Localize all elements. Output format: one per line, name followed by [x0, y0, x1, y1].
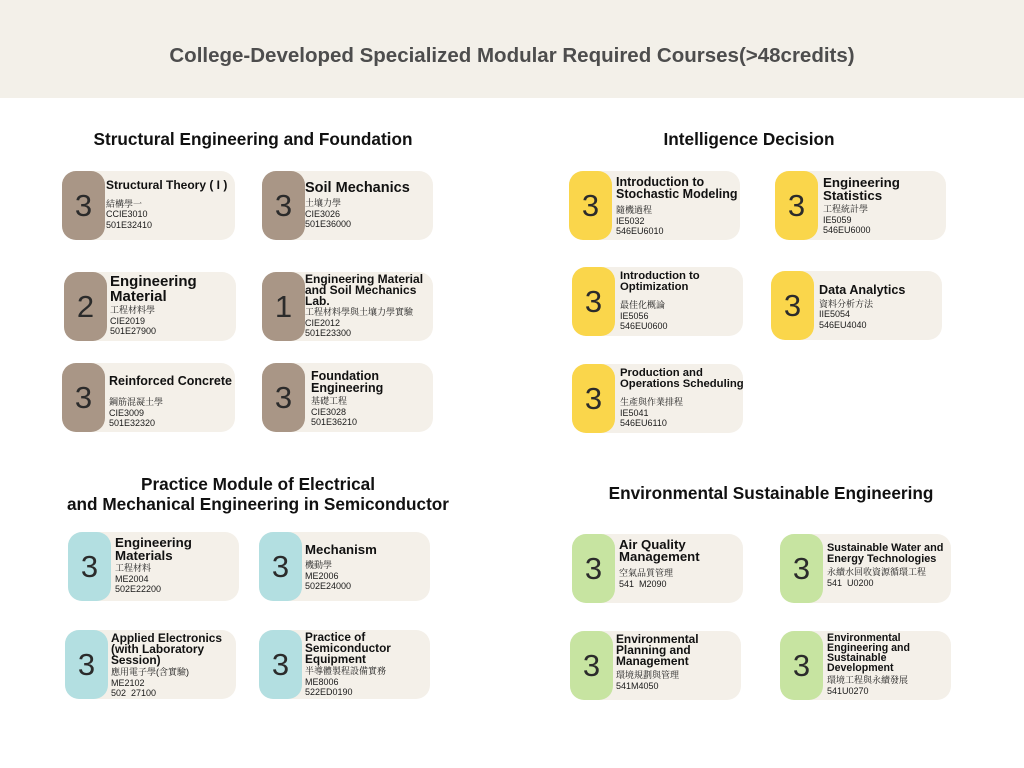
credits-value: 3 [274, 188, 293, 223]
course-title-line: Management [616, 654, 689, 668]
credits-value: 3 [792, 551, 811, 586]
credits-pill [780, 534, 823, 603]
module-title-line: Structural Engineering and Foundation [93, 129, 413, 149]
course-title-zh: 結構學一 [106, 198, 143, 209]
module-title [53, 129, 453, 149]
course-card [262, 171, 433, 240]
course-info [106, 171, 235, 240]
course-code: 502 27100 [111, 688, 157, 698]
course-title-line: Engineering [115, 535, 192, 550]
course-title-line: Practice of [305, 630, 366, 644]
course-info [827, 534, 951, 603]
course-title-line: Production and [620, 367, 703, 379]
page-title: College-Developed Specialized Modular Required Courses(>48credits) [169, 44, 855, 67]
module-title [571, 483, 971, 503]
course-title-line: Reinforced Concrete [109, 374, 232, 388]
course-code: CIE3026 [305, 208, 341, 219]
course-card [68, 532, 239, 601]
course-code: 501E32320 [109, 418, 156, 428]
credits-pill [259, 532, 302, 601]
credits-pill [572, 534, 615, 603]
course-title-line: Engineering Material [305, 272, 424, 286]
course-card [259, 630, 430, 699]
credits-pill [64, 272, 107, 341]
course-title-line: Session) [111, 653, 161, 667]
course-code: 501E32410 [106, 219, 153, 230]
credits-pill [771, 271, 814, 340]
course-card [64, 272, 236, 341]
credits-pill [780, 631, 823, 700]
course-info [110, 272, 236, 341]
course-code: 522ED0190 [305, 687, 353, 697]
course-info [111, 630, 236, 699]
course-title-zh: 半導體製程設備實務 [305, 666, 387, 676]
course-code: IIE5054 [819, 309, 851, 319]
course-title-zh: 永續水回收資源循環工程 [827, 567, 927, 577]
course-card [771, 271, 942, 340]
course-code: 541 M2090 [619, 578, 667, 589]
course-code: 502E24000 [305, 581, 352, 591]
course-code: CIE2019 [110, 315, 146, 326]
course-code: 541U0270 [827, 685, 869, 696]
course-title-line: Environmental [827, 632, 901, 644]
course-info [619, 534, 743, 603]
credits-value: 3 [271, 647, 290, 682]
course-info [109, 363, 235, 432]
course-code: ME8006 [305, 676, 339, 687]
course-title-zh: 隨機過程 [616, 205, 653, 215]
course-code: CCIE3010 [106, 209, 148, 219]
course-title-line: Statistics [823, 188, 883, 203]
credits-pill [572, 267, 615, 336]
course-title-line: Mechanism [305, 542, 377, 557]
course-title-line: Material [110, 288, 167, 305]
credits-value: 3 [792, 648, 811, 683]
course-code: 541M4050 [616, 680, 659, 691]
module-title [58, 474, 458, 514]
credits-value: 2 [76, 289, 95, 324]
course-title-line: Management [619, 549, 700, 564]
course-title-line: Sustainable [827, 652, 887, 664]
course-title-line: (with Laboratory [111, 642, 205, 656]
credits-value: 3 [271, 549, 290, 584]
course-code: 501E36000 [305, 219, 352, 229]
credits-value: 1 [274, 289, 293, 324]
course-title-zh: 土壤力學 [305, 198, 342, 208]
credits-value: 3 [74, 380, 93, 415]
course-card [572, 267, 743, 336]
course-card [262, 272, 433, 341]
course-title-line: Introduction to [620, 270, 700, 282]
course-title-zh: 應用電子學(含實驗) [111, 667, 189, 677]
credits-value: 3 [584, 381, 603, 416]
course-info [305, 171, 433, 240]
credits-pill [262, 363, 305, 432]
course-code: IE5041 [620, 407, 649, 418]
course-title-line: Equipment [305, 652, 366, 666]
course-code: CIE2012 [305, 317, 341, 328]
credits-pill [62, 171, 105, 240]
course-title-line: Lab. [305, 294, 330, 308]
course-title-line: Engineering and [827, 642, 910, 654]
course-code: 502E22200 [115, 584, 162, 594]
course-title-line: Soil Mechanics [305, 180, 410, 196]
course-title-line: Development [827, 662, 894, 674]
course-title-line: Operations Scheduling [620, 378, 744, 390]
course-code: ME2004 [115, 573, 149, 584]
course-title-line: Materials [115, 548, 173, 563]
course-code: IE5059 [823, 214, 852, 225]
course-title-line: Sustainable Water and [827, 542, 944, 554]
credits-value: 3 [584, 551, 603, 586]
course-title-zh: 工程統計學 [823, 204, 869, 214]
course-title-zh: 工程材料學與土壤力學實驗 [305, 307, 414, 317]
module-title-line: and Mechanical Engineering in Semiconductor [66, 494, 449, 514]
credits-pill [262, 171, 305, 240]
credits-pill [775, 171, 818, 240]
course-card [775, 171, 946, 240]
module-title-line: Intelligence Decision [663, 129, 835, 149]
course-title-zh: 環境工程與永續發展 [827, 675, 909, 685]
course-info [115, 532, 239, 601]
course-title-line: Applied Electronics [111, 631, 223, 645]
course-code: IE5056 [620, 310, 649, 321]
credits-pill [572, 364, 615, 433]
course-code: CIE3028 [311, 406, 347, 417]
course-title-line: Engineering [823, 175, 900, 190]
module-title-line: Environmental Sustainable Engineering [608, 483, 934, 503]
course-card [62, 171, 235, 240]
course-info [616, 631, 741, 700]
course-title-line: and Soil Mechanics [305, 283, 417, 297]
course-title-zh: 機動學 [305, 560, 333, 570]
course-title-zh: 工程材料 [115, 563, 152, 573]
course-code: 501E36210 [311, 417, 358, 427]
course-title-line: Engineering [110, 273, 197, 290]
course-title-line: Foundation [311, 369, 380, 383]
course-title-zh: 資料分析方法 [819, 298, 874, 309]
course-code: 546EU6110 [620, 418, 667, 428]
course-title-zh: 環境規劃與管理 [616, 670, 680, 680]
course-code: 501E23300 [305, 328, 352, 338]
credits-pill [68, 532, 111, 601]
course-card [262, 363, 433, 432]
course-title-zh: 空氣品質管理 [619, 568, 674, 578]
course-card [780, 631, 951, 700]
credits-value: 3 [783, 288, 802, 323]
course-info [620, 364, 743, 433]
course-title-line: Engineering [311, 381, 384, 395]
course-title-line: Structural Theory ( I ) [106, 178, 228, 192]
credits-pill [569, 171, 612, 240]
course-code: 541 U0200 [827, 577, 874, 588]
course-title-zh: 基礎工程 [311, 396, 348, 406]
credits-value: 3 [581, 188, 600, 223]
credits-value: 3 [582, 648, 601, 683]
credits-value: 3 [787, 188, 806, 223]
credits-pill [570, 631, 613, 700]
credits-value: 3 [74, 188, 93, 223]
course-title-zh: 工程材料學 [110, 305, 156, 315]
course-code: 546EU0600 [620, 321, 668, 331]
credits-value: 3 [80, 549, 99, 584]
course-title-zh: 生產與作業排程 [620, 397, 684, 407]
course-title-line: Data Analytics [819, 283, 906, 297]
course-card [780, 534, 951, 603]
course-card [65, 630, 236, 699]
course-title-line: Semiconductor [305, 641, 391, 655]
course-title-line: Air Quality [619, 537, 686, 552]
course-title-line: Planning and [616, 643, 691, 657]
credits-pill [62, 363, 105, 432]
course-info [305, 630, 430, 699]
course-title-zh: 鋼筋混凝土學 [109, 397, 164, 407]
course-code: 501E27900 [110, 326, 157, 336]
course-card [570, 631, 741, 700]
course-info [620, 267, 743, 336]
course-info [819, 271, 942, 340]
credits-pill [259, 630, 302, 699]
course-info [305, 272, 433, 341]
course-info [823, 171, 946, 240]
course-card [62, 363, 235, 432]
credits-pill [65, 630, 108, 699]
course-code: ME2006 [305, 570, 339, 581]
header-band [0, 0, 1024, 98]
course-info [616, 171, 740, 240]
credits-value: 3 [77, 647, 96, 682]
course-title-line: Stochastic Modeling [616, 187, 738, 201]
course-title-zh: 最佳化概論 [620, 300, 666, 310]
course-info [305, 532, 430, 601]
course-info [311, 363, 433, 432]
course-card [259, 532, 430, 601]
course-code: ME2102 [111, 677, 145, 688]
course-title-line: Introduction to [616, 175, 705, 189]
course-code: 546EU4040 [819, 319, 867, 330]
course-title-line: Energy Technologies [827, 553, 937, 565]
credits-pill [262, 272, 305, 341]
course-code: IE5032 [616, 215, 645, 226]
credits-value: 3 [274, 380, 293, 415]
course-card [569, 171, 740, 240]
module-title-line: Practice Module of Electrical [140, 474, 376, 494]
course-card [572, 534, 743, 603]
course-title-line: Optimization [620, 280, 689, 293]
module-title [549, 129, 949, 149]
course-card [572, 364, 743, 433]
course-info [827, 631, 951, 700]
course-code: CIE3009 [109, 407, 145, 418]
course-title-line: Environmental [616, 632, 699, 646]
course-code: 546EU6000 [823, 225, 871, 235]
credits-value: 3 [584, 284, 603, 319]
course-code: 546EU6010 [616, 226, 664, 236]
